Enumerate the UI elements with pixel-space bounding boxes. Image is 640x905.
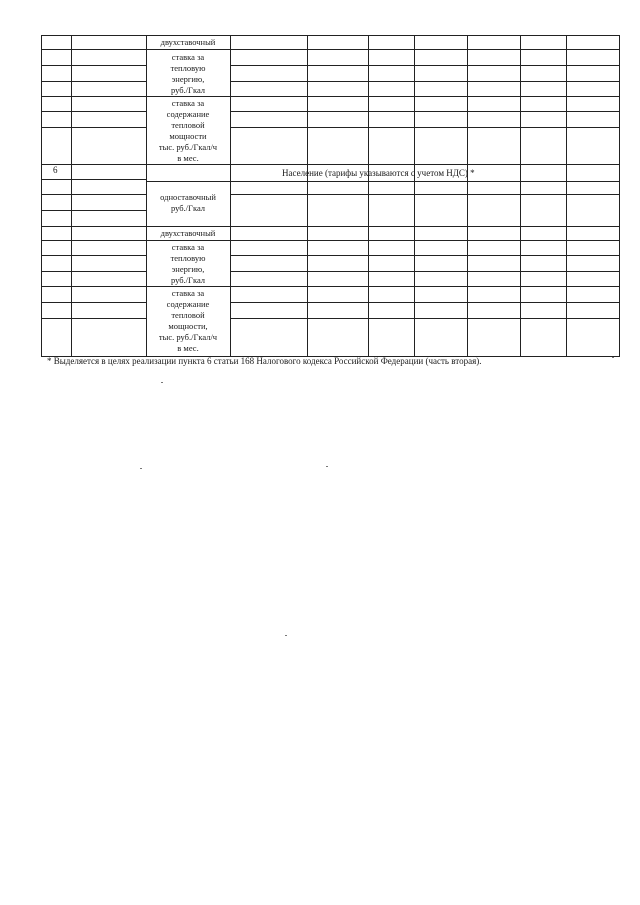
table-row-divider — [42, 210, 146, 211]
table-row-divider — [230, 271, 619, 272]
scan-speck — [326, 466, 328, 467]
table-row-divider — [146, 286, 619, 287]
footnote: * Выделяется в целях реализации пункта 6 статьи 168 Налогового кодекса Российской Федерации (часть вторая). — [47, 356, 482, 366]
table-row-divider — [146, 226, 619, 227]
table-column-divider — [566, 36, 567, 356]
scan-speck — [285, 635, 287, 636]
table-row-divider — [230, 111, 619, 112]
table-row-divider — [230, 81, 619, 82]
table-row-divider — [146, 240, 619, 241]
tariff-capacity-rate: ставка за содержание тепловой мощности, тыс. руб./Гкал/ч в мес. — [158, 288, 218, 353]
table-row-divider — [42, 271, 146, 272]
table-row-divider — [230, 127, 619, 128]
tariff-energy-rate: ставка за тепловую энергию, руб./Гкал — [170, 52, 206, 95]
table-column-divider — [307, 36, 308, 356]
table-row-divider — [230, 318, 619, 319]
table-row-divider — [42, 96, 146, 97]
table-row-divider — [42, 286, 146, 287]
table-column-divider — [520, 36, 521, 356]
table-row-divider — [42, 49, 146, 50]
table-row-divider — [42, 164, 619, 165]
tariff-capacity-rate: ставка за содержание тепловой мощности тыс. руб./Гкал/ч в мес. — [158, 98, 218, 163]
table-row-divider — [146, 49, 619, 50]
tariff-table — [41, 35, 620, 357]
table-row-divider — [230, 255, 619, 256]
table-row-divider — [42, 194, 146, 195]
tariff-type-single-rate: одноставочный руб./Гкал — [160, 192, 216, 213]
scan-speck — [161, 382, 163, 383]
table-row-divider — [42, 65, 146, 66]
table-column-divider — [414, 36, 415, 356]
section-title: Население (тарифы указываются с учетом НДС) * — [282, 168, 475, 178]
table-row-divider — [42, 255, 146, 256]
table-row-divider — [230, 194, 619, 195]
table-column-divider — [230, 36, 231, 356]
table-row-divider — [230, 302, 619, 303]
table-row-divider — [42, 111, 146, 112]
tariff-type-two-rate: двухставочный — [160, 228, 216, 238]
table-row-divider — [42, 226, 146, 227]
table-row-divider — [146, 96, 619, 97]
table-row-divider — [42, 318, 146, 319]
table-row-divider — [230, 65, 619, 66]
table-row-divider — [42, 240, 146, 241]
table-row-divider — [42, 179, 146, 180]
table-column-divider — [71, 36, 72, 356]
table-row-divider — [42, 127, 146, 128]
tariff-type-two-rate: двухставочный — [160, 37, 216, 47]
tariff-energy-rate: ставка за тепловую энергию, руб./Гкал — [170, 242, 206, 285]
scan-speck — [140, 468, 142, 469]
table-row-divider — [42, 302, 146, 303]
table-column-divider — [467, 36, 468, 356]
table-column-divider — [368, 36, 369, 356]
table-row-divider — [42, 81, 146, 82]
section-number: 6 — [53, 165, 58, 175]
table-row-divider — [146, 181, 619, 182]
scan-speck — [612, 357, 614, 358]
